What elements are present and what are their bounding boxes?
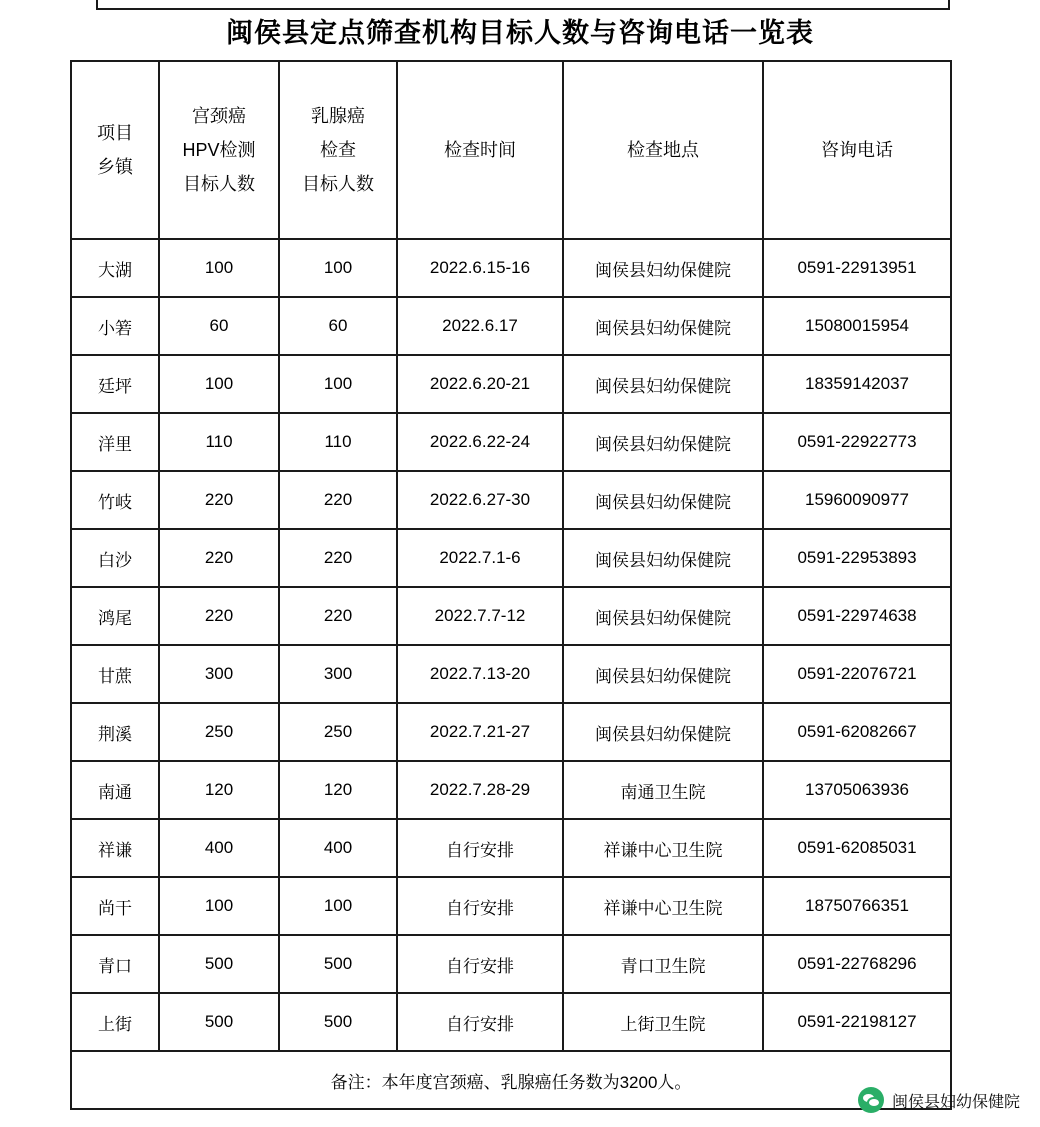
table-row <box>71 935 951 993</box>
column-header-breast-line1: 乳腺癌 <box>311 106 365 126</box>
cell-breast: 220 <box>279 587 397 645</box>
cell-breast: 250 <box>279 703 397 761</box>
cell-hpv: 110 <box>159 413 279 471</box>
cell-town: 竹岐 <box>71 471 159 529</box>
table-note: 备注：本年度宫颈癌、乳腺癌任务数为3200人。 <box>71 1051 951 1109</box>
cell-time: 2022.7.7-12 <box>397 587 563 645</box>
cell-phone: 0591-22913951 <box>763 239 951 297</box>
cell-breast: 500 <box>279 935 397 993</box>
cell-breast: 220 <box>279 529 397 587</box>
cell-hpv: 60 <box>159 297 279 355</box>
cell-place: 闽侯县妇幼保健院 <box>563 297 763 355</box>
table-row <box>71 703 951 761</box>
cell-hpv: 100 <box>159 239 279 297</box>
cell-breast: 60 <box>279 297 397 355</box>
table-row <box>71 761 951 819</box>
cell-breast: 110 <box>279 413 397 471</box>
wechat-account-name: 闽侯县妇幼保健院 <box>891 1093 1020 1111</box>
cell-time: 自行安排 <box>397 819 563 877</box>
table-row <box>71 529 951 587</box>
table-row <box>71 413 951 471</box>
cell-hpv: 500 <box>159 993 279 1051</box>
cell-hpv: 500 <box>159 935 279 993</box>
column-header-town <box>71 61 159 239</box>
table-row <box>71 877 951 935</box>
table-header <box>71 61 951 239</box>
column-header-hpv-line2: HPV检测 <box>182 140 256 160</box>
table-row <box>71 471 951 529</box>
cell-breast: 120 <box>279 761 397 819</box>
column-header-hpv <box>159 61 279 239</box>
cell-phone: 15080015954 <box>763 297 951 355</box>
cell-phone: 0591-62082667 <box>763 703 951 761</box>
cell-phone: 0591-22974638 <box>763 587 951 645</box>
cell-time: 自行安排 <box>397 935 563 993</box>
cell-time: 自行安排 <box>397 877 563 935</box>
cell-town: 鸿尾 <box>71 587 159 645</box>
table-row <box>71 819 951 877</box>
column-header-breast <box>279 61 397 239</box>
column-header-hpv-line1: 宫颈癌 <box>192 106 246 126</box>
cell-phone: 15960090977 <box>763 471 951 529</box>
cell-town: 小箬 <box>71 297 159 355</box>
cell-hpv: 220 <box>159 471 279 529</box>
cell-place: 闽侯县妇幼保健院 <box>563 239 763 297</box>
cell-phone: 13705063936 <box>763 761 951 819</box>
cell-town: 青口 <box>71 935 159 993</box>
cell-time: 自行安排 <box>397 993 563 1051</box>
table-note-row <box>71 1051 951 1109</box>
cell-hpv: 220 <box>159 529 279 587</box>
cell-hpv: 120 <box>159 761 279 819</box>
cell-town: 南通 <box>71 761 159 819</box>
cell-time: 2022.6.22-24 <box>397 413 563 471</box>
table-row <box>71 355 951 413</box>
cell-town: 尚干 <box>71 877 159 935</box>
screening-schedule-table <box>70 60 952 1110</box>
cell-town: 洋里 <box>71 413 159 471</box>
table-header-row <box>71 61 951 239</box>
page-top-border <box>96 0 950 10</box>
cell-time: 2022.7.21-27 <box>397 703 563 761</box>
cell-phone: 0591-22922773 <box>763 413 951 471</box>
cell-phone: 0591-22768296 <box>763 935 951 993</box>
cell-time: 2022.6.17 <box>397 297 563 355</box>
cell-phone: 18750766351 <box>763 877 951 935</box>
column-header-town-line2: 乡镇 <box>97 157 133 177</box>
column-header-breast-line2: 检查 <box>320 140 356 160</box>
cell-place: 青口卫生院 <box>563 935 763 993</box>
cell-phone: 0591-22953893 <box>763 529 951 587</box>
column-header-hpv-line3: 目标人数 <box>183 174 255 194</box>
wechat-account-watermark <box>858 1087 1020 1113</box>
cell-phone: 0591-62085031 <box>763 819 951 877</box>
table-row <box>71 993 951 1051</box>
column-header-breast-line3: 目标人数 <box>302 174 374 194</box>
cell-place: 闽侯县妇幼保健院 <box>563 471 763 529</box>
cell-place: 闽侯县妇幼保健院 <box>563 529 763 587</box>
cell-place: 闽侯县妇幼保健院 <box>563 645 763 703</box>
cell-breast: 100 <box>279 239 397 297</box>
cell-hpv: 100 <box>159 355 279 413</box>
cell-place: 南通卫生院 <box>563 761 763 819</box>
cell-phone: 0591-22198127 <box>763 993 951 1051</box>
cell-time: 2022.7.1-6 <box>397 529 563 587</box>
cell-time: 2022.6.20-21 <box>397 355 563 413</box>
table-row <box>71 297 951 355</box>
wechat-icon <box>858 1087 884 1113</box>
cell-time: 2022.6.27-30 <box>397 471 563 529</box>
cell-town: 甘蔗 <box>71 645 159 703</box>
cell-place: 祥谦中心卫生院 <box>563 819 763 877</box>
cell-phone: 0591-22076721 <box>763 645 951 703</box>
table-row <box>71 587 951 645</box>
cell-hpv: 300 <box>159 645 279 703</box>
cell-town: 上街 <box>71 993 159 1051</box>
cell-place: 祥谦中心卫生院 <box>563 877 763 935</box>
cell-breast: 400 <box>279 819 397 877</box>
cell-hpv: 100 <box>159 877 279 935</box>
column-header-phone: 咨询电话 <box>763 61 951 239</box>
cell-breast: 300 <box>279 645 397 703</box>
cell-place: 闽侯县妇幼保健院 <box>563 703 763 761</box>
cell-place: 闽侯县妇幼保健院 <box>563 413 763 471</box>
column-header-place: 检查地点 <box>563 61 763 239</box>
cell-hpv: 250 <box>159 703 279 761</box>
cell-breast: 500 <box>279 993 397 1051</box>
cell-place: 闽侯县妇幼保健院 <box>563 355 763 413</box>
cell-place: 上街卫生院 <box>563 993 763 1051</box>
cell-breast: 220 <box>279 471 397 529</box>
cell-hpv: 400 <box>159 819 279 877</box>
cell-town: 大湖 <box>71 239 159 297</box>
cell-town: 祥谦 <box>71 819 159 877</box>
cell-breast: 100 <box>279 355 397 413</box>
table-row <box>71 239 951 297</box>
cell-time: 2022.6.15-16 <box>397 239 563 297</box>
column-header-town-line1: 项目 <box>97 123 133 143</box>
cell-time: 2022.7.28-29 <box>397 761 563 819</box>
cell-hpv: 220 <box>159 587 279 645</box>
column-header-time: 检查时间 <box>397 61 563 239</box>
cell-breast: 100 <box>279 877 397 935</box>
cell-town: 荆溪 <box>71 703 159 761</box>
page-title: 闽侯县定点筛查机构目标人数与咨询电话一览表 <box>226 18 814 48</box>
cell-place: 闽侯县妇幼保健院 <box>563 587 763 645</box>
cell-town: 白沙 <box>71 529 159 587</box>
cell-phone: 18359142037 <box>763 355 951 413</box>
cell-town: 廷坪 <box>71 355 159 413</box>
table-row <box>71 645 951 703</box>
table-body <box>71 239 951 1109</box>
cell-time: 2022.7.13-20 <box>397 645 563 703</box>
